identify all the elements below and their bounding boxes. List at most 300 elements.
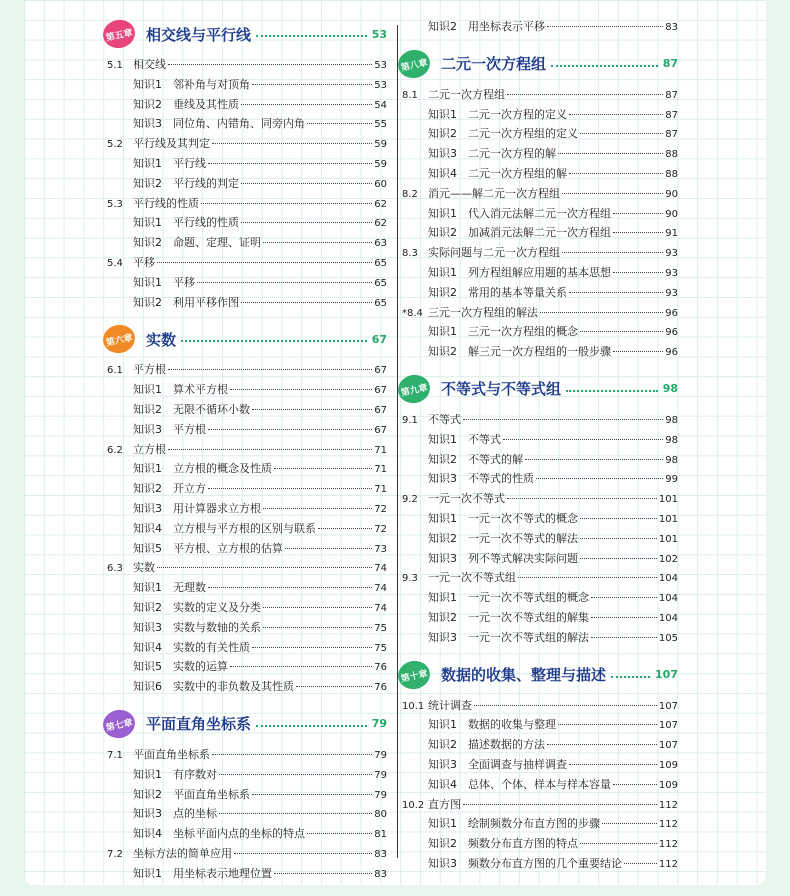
dot-leader bbox=[219, 774, 372, 775]
page-number: 67 bbox=[374, 385, 387, 397]
page-number: 74 bbox=[374, 602, 387, 614]
page-number: 80 bbox=[374, 809, 387, 821]
section-entry[interactable] bbox=[107, 361, 387, 381]
knowledge-prefix: 知识 bbox=[428, 107, 450, 121]
knowledge-entry[interactable] bbox=[107, 294, 387, 314]
dot-leader bbox=[296, 686, 372, 687]
knowledge-number: 1 bbox=[155, 156, 162, 170]
left-column bbox=[107, 18, 387, 884]
page-number: 55 bbox=[374, 119, 387, 131]
dot-leader bbox=[518, 577, 657, 578]
knowledge-title: 二元一次方程的定义 bbox=[468, 107, 567, 121]
dot-leader bbox=[197, 282, 372, 283]
section-number: 10.2 bbox=[402, 799, 425, 811]
knowledge-entry[interactable] bbox=[402, 776, 678, 796]
page-number: 74 bbox=[374, 583, 387, 595]
knowledge-prefix: 知识 bbox=[133, 97, 155, 111]
dot-leader bbox=[566, 390, 658, 392]
dot-leader bbox=[613, 272, 663, 273]
knowledge-prefix: 知识 bbox=[428, 591, 450, 605]
section-title: 平方根 bbox=[133, 363, 166, 377]
section-number: 9.3 bbox=[402, 573, 418, 585]
dot-leader bbox=[168, 64, 372, 65]
knowledge-title: 全面调查与抽样调查 bbox=[468, 757, 567, 771]
dot-leader bbox=[307, 123, 372, 124]
knowledge-title: 实数的有关性质 bbox=[173, 640, 250, 654]
knowledge-title: 二元一次方程的解 bbox=[468, 147, 556, 161]
knowledge-title: 常用的基本等量关系 bbox=[468, 285, 567, 299]
dot-leader bbox=[241, 302, 372, 303]
knowledge-entry[interactable] bbox=[402, 323, 678, 343]
knowledge-entry[interactable] bbox=[402, 550, 678, 570]
chapter-heading[interactable] bbox=[107, 18, 387, 50]
knowledge-title: 坐标平面内点的坐标的特点 bbox=[173, 827, 305, 841]
knowledge-title: 开立方 bbox=[173, 482, 206, 496]
knowledge-entry[interactable] bbox=[402, 106, 678, 126]
dot-leader bbox=[591, 637, 657, 638]
knowledge-title: 一元一次不等式组的概念 bbox=[468, 591, 589, 605]
chapter-title: 平面直角坐标系 bbox=[146, 715, 252, 734]
dot-leader bbox=[540, 312, 663, 313]
dot-leader bbox=[551, 65, 658, 67]
section-number: 5.2 bbox=[107, 139, 123, 151]
knowledge-entry[interactable] bbox=[402, 855, 678, 875]
knowledge-number: 2 bbox=[450, 345, 457, 359]
dot-leader bbox=[208, 429, 372, 430]
section-number: 5.3 bbox=[107, 198, 123, 210]
knowledge-number: 1 bbox=[450, 817, 457, 831]
knowledge-title: 实数中的非负数及其性质 bbox=[173, 680, 294, 694]
knowledge-prefix: 知识 bbox=[428, 285, 450, 299]
page-number: 62 bbox=[374, 218, 387, 230]
knowledge-entry[interactable] bbox=[107, 96, 387, 116]
page-number: 96 bbox=[665, 307, 678, 319]
section-title: 一元一次不等式 bbox=[428, 492, 505, 506]
dot-leader bbox=[558, 153, 663, 154]
knowledge-number: 2 bbox=[155, 236, 162, 250]
knowledge-title: 平方根、立方根的估算 bbox=[173, 541, 283, 555]
dot-leader bbox=[547, 26, 663, 27]
knowledge-title: 立方根与平方根的区别与联系 bbox=[173, 521, 316, 535]
knowledge-prefix: 知识 bbox=[133, 807, 155, 821]
knowledge-number: 2 bbox=[450, 738, 457, 752]
section-title: 立方根 bbox=[133, 442, 166, 456]
knowledge-title: 二元一次方程组的定义 bbox=[468, 127, 578, 141]
knowledge-entry[interactable] bbox=[107, 155, 387, 175]
knowledge-number: 6 bbox=[155, 680, 162, 694]
section-entry[interactable] bbox=[107, 559, 387, 579]
page-number: 59 bbox=[374, 139, 387, 151]
knowledge-entry[interactable] bbox=[402, 510, 678, 530]
page-number: 74 bbox=[374, 563, 387, 575]
page-number: 102 bbox=[658, 553, 678, 565]
section-entry[interactable] bbox=[107, 195, 387, 215]
knowledge-prefix: 知识 bbox=[428, 856, 450, 870]
dot-leader bbox=[569, 292, 663, 293]
page-number: 83 bbox=[374, 848, 387, 860]
section-entry[interactable] bbox=[107, 845, 387, 865]
knowledge-title: 有序数对 bbox=[173, 767, 217, 781]
knowledge-number: 2 bbox=[155, 600, 162, 614]
knowledge-number: 3 bbox=[450, 551, 457, 565]
dot-leader bbox=[611, 676, 650, 678]
dot-leader bbox=[503, 439, 663, 440]
section-title: 消元——解二元一次方程组 bbox=[428, 186, 560, 200]
knowledge-prefix: 知识 bbox=[133, 176, 155, 190]
dot-leader bbox=[474, 705, 657, 706]
section-number: 6.1 bbox=[107, 365, 123, 377]
dot-leader bbox=[569, 173, 663, 174]
knowledge-entry[interactable] bbox=[107, 460, 387, 480]
page-number: 79 bbox=[374, 789, 387, 801]
chapter-heading[interactable] bbox=[107, 323, 387, 355]
knowledge-number: 2 bbox=[155, 402, 162, 416]
knowledge-prefix: 知识 bbox=[428, 472, 450, 486]
dot-leader bbox=[318, 528, 372, 529]
page-number: 107 bbox=[658, 740, 678, 752]
page-number: 71 bbox=[374, 484, 387, 496]
dot-leader bbox=[263, 242, 372, 243]
page-number: 83 bbox=[374, 868, 387, 880]
knowledge-prefix: 知识 bbox=[428, 452, 450, 466]
knowledge-prefix: 知识 bbox=[133, 600, 155, 614]
section-title: 相交线 bbox=[133, 58, 166, 71]
section-entry[interactable] bbox=[107, 56, 387, 76]
knowledge-number: 2 bbox=[155, 295, 162, 309]
knowledge-prefix: 知识 bbox=[428, 127, 450, 141]
page-number: 91 bbox=[665, 228, 678, 240]
section-number: 10.1 bbox=[402, 700, 425, 712]
knowledge-entry[interactable] bbox=[402, 736, 678, 756]
chapter-title: 相交线与平行线 bbox=[146, 25, 252, 44]
knowledge-prefix: 知识 bbox=[428, 531, 450, 545]
knowledge-entry[interactable] bbox=[402, 716, 678, 736]
page-number: 53 bbox=[374, 79, 387, 91]
page-number: 65 bbox=[374, 257, 387, 269]
section-entry[interactable] bbox=[402, 411, 678, 431]
knowledge-prefix: 知识 bbox=[133, 402, 155, 416]
section-number: 9.1 bbox=[402, 414, 418, 426]
knowledge-title: 实数与数轴的关系 bbox=[173, 620, 261, 634]
section-entry[interactable] bbox=[402, 86, 678, 106]
knowledge-entry[interactable] bbox=[107, 619, 387, 639]
section-number: 7.2 bbox=[107, 848, 123, 860]
chapter-badge: 第五章 bbox=[100, 17, 137, 51]
page-number: 53 bbox=[371, 27, 387, 41]
knowledge-entry[interactable] bbox=[107, 401, 387, 421]
knowledge-title: 不等式的性质 bbox=[468, 472, 534, 486]
dot-leader bbox=[536, 478, 663, 479]
knowledge-title: 邻补角与对顶角 bbox=[173, 77, 250, 91]
page-number: 90 bbox=[665, 188, 678, 200]
knowledge-entry[interactable] bbox=[107, 500, 387, 520]
knowledge-entry[interactable] bbox=[402, 835, 678, 855]
page-number: 53 bbox=[374, 60, 387, 71]
chapter-title: 不等式与不等式组 bbox=[441, 380, 562, 399]
page-number: 54 bbox=[374, 99, 387, 111]
knowledge-entry[interactable] bbox=[402, 264, 678, 284]
knowledge-entry[interactable] bbox=[402, 609, 678, 629]
knowledge-entry[interactable] bbox=[402, 205, 678, 225]
knowledge-title: 描述数据的方法 bbox=[468, 738, 545, 752]
page-number: 79 bbox=[374, 749, 387, 761]
knowledge-entry[interactable] bbox=[402, 284, 678, 304]
section-entry[interactable] bbox=[402, 569, 678, 589]
knowledge-entry[interactable] bbox=[107, 115, 387, 135]
knowledge-entry[interactable] bbox=[402, 629, 678, 649]
knowledge-number: 2 bbox=[450, 127, 457, 141]
knowledge-entry[interactable] bbox=[107, 865, 387, 885]
knowledge-entry[interactable] bbox=[402, 343, 678, 363]
page-number: 88 bbox=[665, 168, 678, 180]
knowledge-title: 用计算器求立方根 bbox=[173, 501, 261, 515]
knowledge-prefix: 知识 bbox=[428, 630, 450, 644]
page-number: 60 bbox=[374, 178, 387, 190]
knowledge-title: 加减消元法解二元一次方程组 bbox=[468, 226, 611, 240]
knowledge-prefix: 知识 bbox=[133, 827, 155, 841]
section-number: *8.4 bbox=[402, 307, 423, 319]
knowledge-title: 点的坐标 bbox=[173, 807, 217, 821]
page-number: 72 bbox=[374, 523, 387, 535]
dot-leader bbox=[157, 262, 372, 263]
knowledge-entry[interactable] bbox=[107, 540, 387, 560]
page-number: 98 bbox=[662, 382, 678, 396]
knowledge-number: 2 bbox=[155, 482, 162, 496]
knowledge-prefix: 知识 bbox=[133, 156, 155, 170]
section-title: 实际问题与二元一次方程组 bbox=[428, 246, 560, 260]
section-entry[interactable] bbox=[107, 441, 387, 461]
page-number: 87 bbox=[665, 129, 678, 141]
page-number: 104 bbox=[658, 573, 678, 585]
knowledge-number: 2 bbox=[155, 97, 162, 111]
knowledge-entry[interactable] bbox=[107, 786, 387, 806]
section-number: 6.3 bbox=[107, 563, 123, 575]
knowledge-entry[interactable] bbox=[107, 421, 387, 441]
toc-page bbox=[24, 0, 766, 885]
knowledge-number: 3 bbox=[450, 757, 457, 771]
dot-leader bbox=[613, 232, 663, 233]
page-number: 65 bbox=[374, 297, 387, 309]
chapter-heading[interactable] bbox=[402, 373, 678, 405]
knowledge-entry[interactable] bbox=[107, 805, 387, 825]
knowledge-title: 垂线及其性质 bbox=[173, 97, 239, 111]
knowledge-title: 一元一次不等式组的解集 bbox=[468, 610, 589, 624]
knowledge-entry[interactable] bbox=[402, 530, 678, 550]
page-number: 65 bbox=[374, 277, 387, 289]
knowledge-number: 3 bbox=[450, 630, 457, 644]
dot-leader bbox=[157, 567, 372, 568]
section-title: 平行线及其判定 bbox=[133, 137, 210, 151]
knowledge-entry[interactable] bbox=[107, 825, 387, 845]
knowledge-title: 不等式 bbox=[468, 432, 501, 446]
section-number: 7.1 bbox=[107, 749, 123, 761]
page-number: 93 bbox=[665, 287, 678, 299]
knowledge-number: 1 bbox=[155, 866, 162, 880]
knowledge-number: 1 bbox=[450, 511, 457, 525]
knowledge-number: 1 bbox=[450, 718, 457, 732]
section-title: 坐标方法的简单应用 bbox=[133, 846, 232, 860]
page-number: 76 bbox=[374, 662, 387, 674]
knowledge-entry[interactable] bbox=[402, 18, 678, 38]
knowledge-number: 3 bbox=[155, 422, 162, 436]
knowledge-entry[interactable] bbox=[402, 815, 678, 835]
dot-leader bbox=[256, 35, 367, 37]
knowledge-title: 列方程组解应用题的基本思想 bbox=[468, 265, 611, 279]
dot-leader bbox=[168, 369, 372, 370]
section-title: 三元一次方程组的解法 bbox=[428, 305, 538, 319]
knowledge-number: 1 bbox=[155, 275, 162, 289]
page-number: 107 bbox=[655, 668, 678, 682]
dot-leader bbox=[219, 813, 372, 814]
dot-leader bbox=[525, 459, 663, 460]
dot-leader bbox=[463, 804, 657, 805]
knowledge-prefix: 知识 bbox=[133, 462, 155, 476]
knowledge-prefix: 知识 bbox=[428, 837, 450, 851]
knowledge-prefix: 知识 bbox=[133, 295, 155, 309]
knowledge-entry[interactable] bbox=[107, 234, 387, 254]
chapter-title: 实数 bbox=[146, 330, 177, 349]
page-number: 72 bbox=[374, 503, 387, 515]
section-entry[interactable] bbox=[402, 304, 678, 324]
knowledge-number: 2 bbox=[450, 531, 457, 545]
knowledge-prefix: 知识 bbox=[133, 660, 155, 674]
chapter-badge: 第九章 bbox=[395, 372, 432, 406]
page-number: 104 bbox=[658, 612, 678, 624]
knowledge-entry[interactable] bbox=[402, 224, 678, 244]
knowledge-prefix: 知识 bbox=[428, 432, 450, 446]
page-number: 96 bbox=[665, 327, 678, 339]
knowledge-entry[interactable] bbox=[107, 658, 387, 678]
dot-leader bbox=[263, 607, 372, 608]
section-title: 二元一次方程组 bbox=[428, 87, 505, 101]
dot-leader bbox=[241, 222, 372, 223]
dot-leader bbox=[591, 617, 657, 618]
page-number: 73 bbox=[374, 543, 387, 555]
section-entry[interactable] bbox=[402, 490, 678, 510]
knowledge-title: 利用平移作图 bbox=[173, 295, 239, 309]
dot-leader bbox=[208, 163, 372, 164]
knowledge-entry[interactable] bbox=[107, 678, 387, 698]
knowledge-entry[interactable] bbox=[402, 125, 678, 145]
section-entry[interactable] bbox=[402, 697, 678, 717]
dot-leader bbox=[613, 351, 663, 352]
page-number: 83 bbox=[665, 22, 678, 33]
page-number: 62 bbox=[374, 198, 387, 210]
section-title: 直方图 bbox=[428, 797, 461, 811]
knowledge-entry[interactable] bbox=[107, 480, 387, 500]
knowledge-prefix: 知识 bbox=[133, 482, 155, 496]
page-number: 67 bbox=[371, 332, 387, 346]
dot-leader bbox=[263, 508, 372, 509]
page-number: 112 bbox=[658, 858, 678, 870]
knowledge-number: 2 bbox=[450, 610, 457, 624]
dot-leader bbox=[201, 203, 372, 204]
dot-leader bbox=[580, 538, 657, 539]
dot-leader bbox=[613, 213, 663, 214]
knowledge-prefix: 知识 bbox=[133, 117, 155, 131]
knowledge-entry[interactable] bbox=[107, 766, 387, 786]
knowledge-entry[interactable] bbox=[107, 520, 387, 540]
page-number: 112 bbox=[658, 839, 678, 851]
page-number: 79 bbox=[374, 769, 387, 781]
knowledge-title: 无限不循环小数 bbox=[173, 402, 250, 416]
dot-leader bbox=[558, 724, 657, 725]
knowledge-entry[interactable] bbox=[107, 599, 387, 619]
knowledge-entry[interactable] bbox=[402, 470, 678, 490]
knowledge-entry[interactable] bbox=[107, 381, 387, 401]
knowledge-prefix: 知识 bbox=[133, 680, 155, 694]
page-number: 67 bbox=[374, 424, 387, 436]
knowledge-title: 列不等式解决实际问题 bbox=[468, 551, 578, 565]
section-entry[interactable] bbox=[107, 746, 387, 766]
page-number: 75 bbox=[374, 622, 387, 634]
knowledge-prefix: 知识 bbox=[133, 521, 155, 535]
knowledge-entry[interactable] bbox=[402, 165, 678, 185]
knowledge-entry[interactable] bbox=[402, 756, 678, 776]
knowledge-entry[interactable] bbox=[402, 431, 678, 451]
knowledge-title: 平行线的判定 bbox=[173, 176, 239, 190]
section-number: 9.2 bbox=[402, 494, 418, 506]
knowledge-number: 4 bbox=[155, 640, 162, 654]
dot-leader bbox=[562, 193, 663, 194]
page-number: 67 bbox=[374, 365, 387, 377]
section-number: 8.2 bbox=[402, 188, 418, 200]
knowledge-prefix: 知识 bbox=[133, 275, 155, 289]
knowledge-number: 4 bbox=[450, 777, 457, 791]
knowledge-entry[interactable] bbox=[107, 175, 387, 195]
knowledge-entry[interactable] bbox=[107, 579, 387, 599]
knowledge-title: 用坐标表示地理位置 bbox=[173, 866, 272, 880]
page-number: 98 bbox=[665, 434, 678, 446]
knowledge-title: 代入消元法解二元一次方程组 bbox=[468, 206, 611, 220]
page-number: 105 bbox=[658, 632, 678, 644]
knowledge-prefix: 知识 bbox=[428, 777, 450, 791]
page-number: 109 bbox=[658, 779, 678, 791]
knowledge-number: 1 bbox=[450, 265, 457, 279]
knowledge-title: 立方根的概念及性质 bbox=[173, 462, 272, 476]
section-entry[interactable] bbox=[107, 254, 387, 274]
section-title: 平面直角坐标系 bbox=[133, 747, 210, 761]
knowledge-prefix: 知识 bbox=[428, 325, 450, 339]
section-entry[interactable] bbox=[402, 185, 678, 205]
dot-leader bbox=[212, 754, 372, 755]
knowledge-entry[interactable] bbox=[402, 145, 678, 165]
knowledge-entry[interactable] bbox=[107, 639, 387, 659]
knowledge-entry[interactable] bbox=[107, 274, 387, 294]
section-entry[interactable] bbox=[107, 135, 387, 155]
page-number: 104 bbox=[658, 593, 678, 605]
knowledge-entry[interactable] bbox=[107, 214, 387, 234]
knowledge-entry[interactable] bbox=[107, 76, 387, 96]
dot-leader bbox=[580, 558, 657, 559]
chapter-heading[interactable] bbox=[402, 48, 678, 80]
chapter-heading[interactable] bbox=[107, 708, 387, 740]
dot-leader bbox=[212, 143, 372, 144]
chapter-heading[interactable] bbox=[402, 659, 678, 691]
knowledge-title: 平行线的性质 bbox=[173, 216, 239, 230]
knowledge-number: 1 bbox=[155, 216, 162, 230]
dot-leader bbox=[252, 794, 372, 795]
knowledge-title: 命题、定理、证明 bbox=[173, 236, 261, 250]
knowledge-entry[interactable] bbox=[402, 451, 678, 471]
section-entry[interactable] bbox=[402, 244, 678, 264]
knowledge-title: 二元一次方程组的解 bbox=[468, 166, 567, 180]
dot-leader bbox=[208, 488, 372, 489]
section-entry[interactable] bbox=[402, 796, 678, 816]
knowledge-entry[interactable] bbox=[402, 589, 678, 609]
knowledge-number: 3 bbox=[155, 117, 162, 131]
dot-leader bbox=[307, 833, 372, 834]
